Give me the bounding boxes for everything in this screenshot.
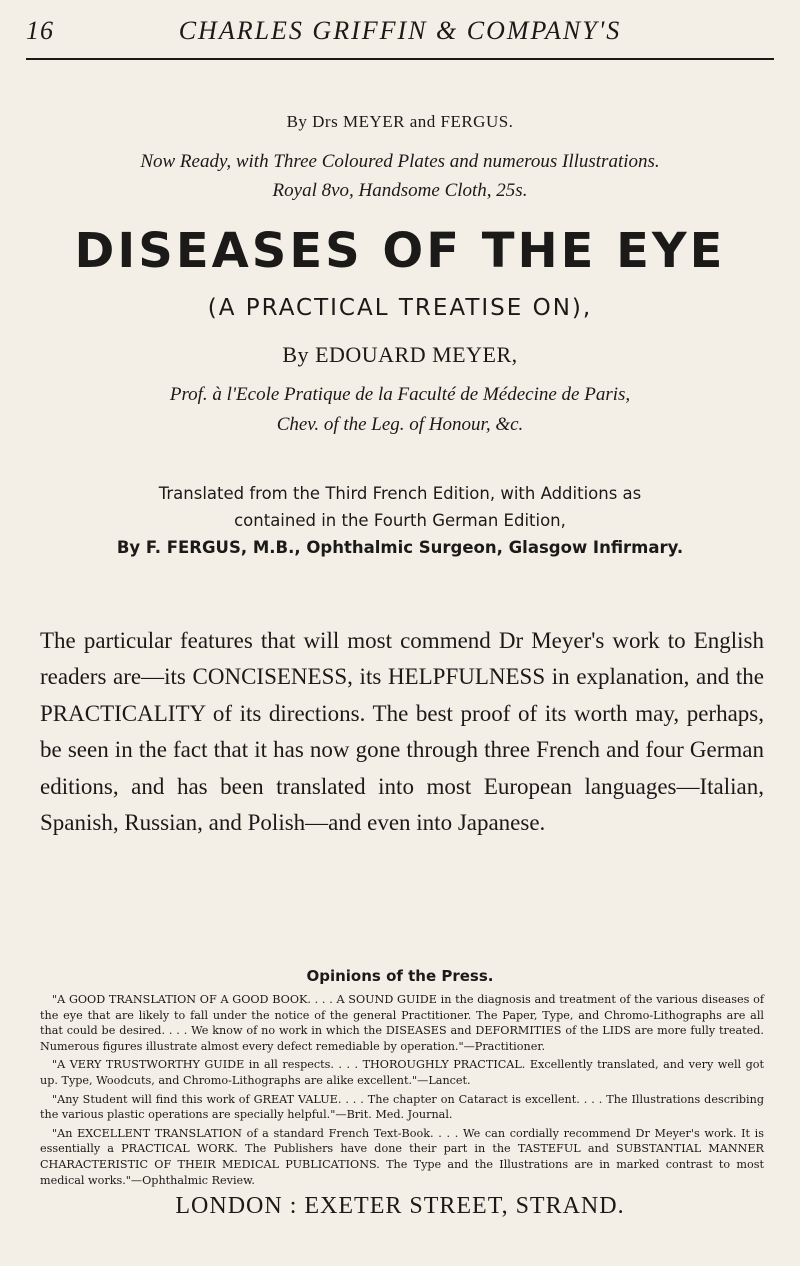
author-line [30, 342, 770, 368]
translation-line-2: contained in the Fourth German Edition, [234, 511, 566, 530]
translation-line-1: Translated from the Third French Edition, with Additions as [158, 484, 642, 503]
running-head [26, 14, 774, 58]
page-number: 16 [26, 16, 54, 45]
book-subtitle: (A PRACTICAL TREATISE ON), [207, 295, 593, 321]
running-title: CHARLES GRIFFIN & COMPANY'S [178, 16, 622, 45]
author-prefix: By [282, 342, 310, 367]
format-price: Royal 8vo, Handsome Cloth, 25s. [272, 180, 528, 201]
review-ophthalmic-review: "An EXCELLENT TRANSLATION of a standard French Text-Book. . . . We can cordially recommend Dr Meyer's work. It is essentially a PRACTICAL WORK. The Publishers have done their part in the TASTEFUL and SUBSTANTIAL MANNER CHARACTERISTIC OF THEIR MEDICAL PUBLICATIONS. The Type and the Illustrations are in marked contrast to most medical works."—Ophthalmic Review. [40, 1126, 764, 1187]
review-brit-med-journal: "Any Student will find this work of GREAT VALUE. . . . The chapter on Cataract is excellent. . . . The Illustrations describing the various plastic operations are specially helpful."—Brit. Med. Journal. [40, 1092, 764, 1122]
review-lancet: "A VERY TRUSTWORTHY GUIDE in all respects. . . . THOROUGHLY PRACTICAL. Excellently translated, and very well got up. Type, Woodcuts, and Chromo-Lithographs are alike excellent."—Lancet. [40, 1058, 764, 1087]
translation-note [30, 480, 770, 561]
press-reviews [40, 992, 764, 1191]
author-name: EDOUARD MEYER, [315, 342, 518, 367]
edition-note: Now Ready, with Three Coloured Plates and numerous Illustrations. [140, 151, 660, 172]
header-rule [26, 58, 774, 60]
book-title: DISEASES OF THE EYE [74, 223, 726, 279]
byline: By Drs MEYER and FERGUS. [286, 112, 514, 131]
author-credential-2: Chev. of the Leg. of Honour, &c. [276, 414, 524, 435]
opinions-heading: Opinions of the Press. [306, 967, 494, 985]
author-credential-1: Prof. à l'Ecole Pratique de la Faculté de Médecine de Paris, [169, 384, 631, 405]
book-description: The particular features that will most commend Dr Meyer's work to English readers are—its CONCISENESS, its HELPFULNESS in explanation, and the PRACTICALITY of its directions. The best proof of its worth may, perhaps, be seen in the fact that it has now gone through three French and four German editions, and has been translated into most European languages—Italian, Spanish, Russian, and Polish—and even into Japanese. [40, 628, 764, 836]
review-practitioner: "A GOOD TRANSLATION OF A GOOD BOOK. . . . A SOUND GUIDE in the diagnosis and treatment of the various diseases of the eye that are likely to fall under the notice of the general Practitioner. The Paper, Type, and Chromo-Lithographs are all that could be desired. . . . We know of no work in which the DISEASES and DEFORMITIES of the LIDS are more fully treated. Numerous figures illustrate almost every defect remediable by operation."—Practitioner. [40, 993, 764, 1053]
translator-credit: By F. FERGUS, M.B., Ophthalmic Surgeon, Glasgow Infirmary. [116, 538, 684, 557]
publisher-address: LONDON : EXETER STREET, STRAND. [175, 1193, 625, 1219]
